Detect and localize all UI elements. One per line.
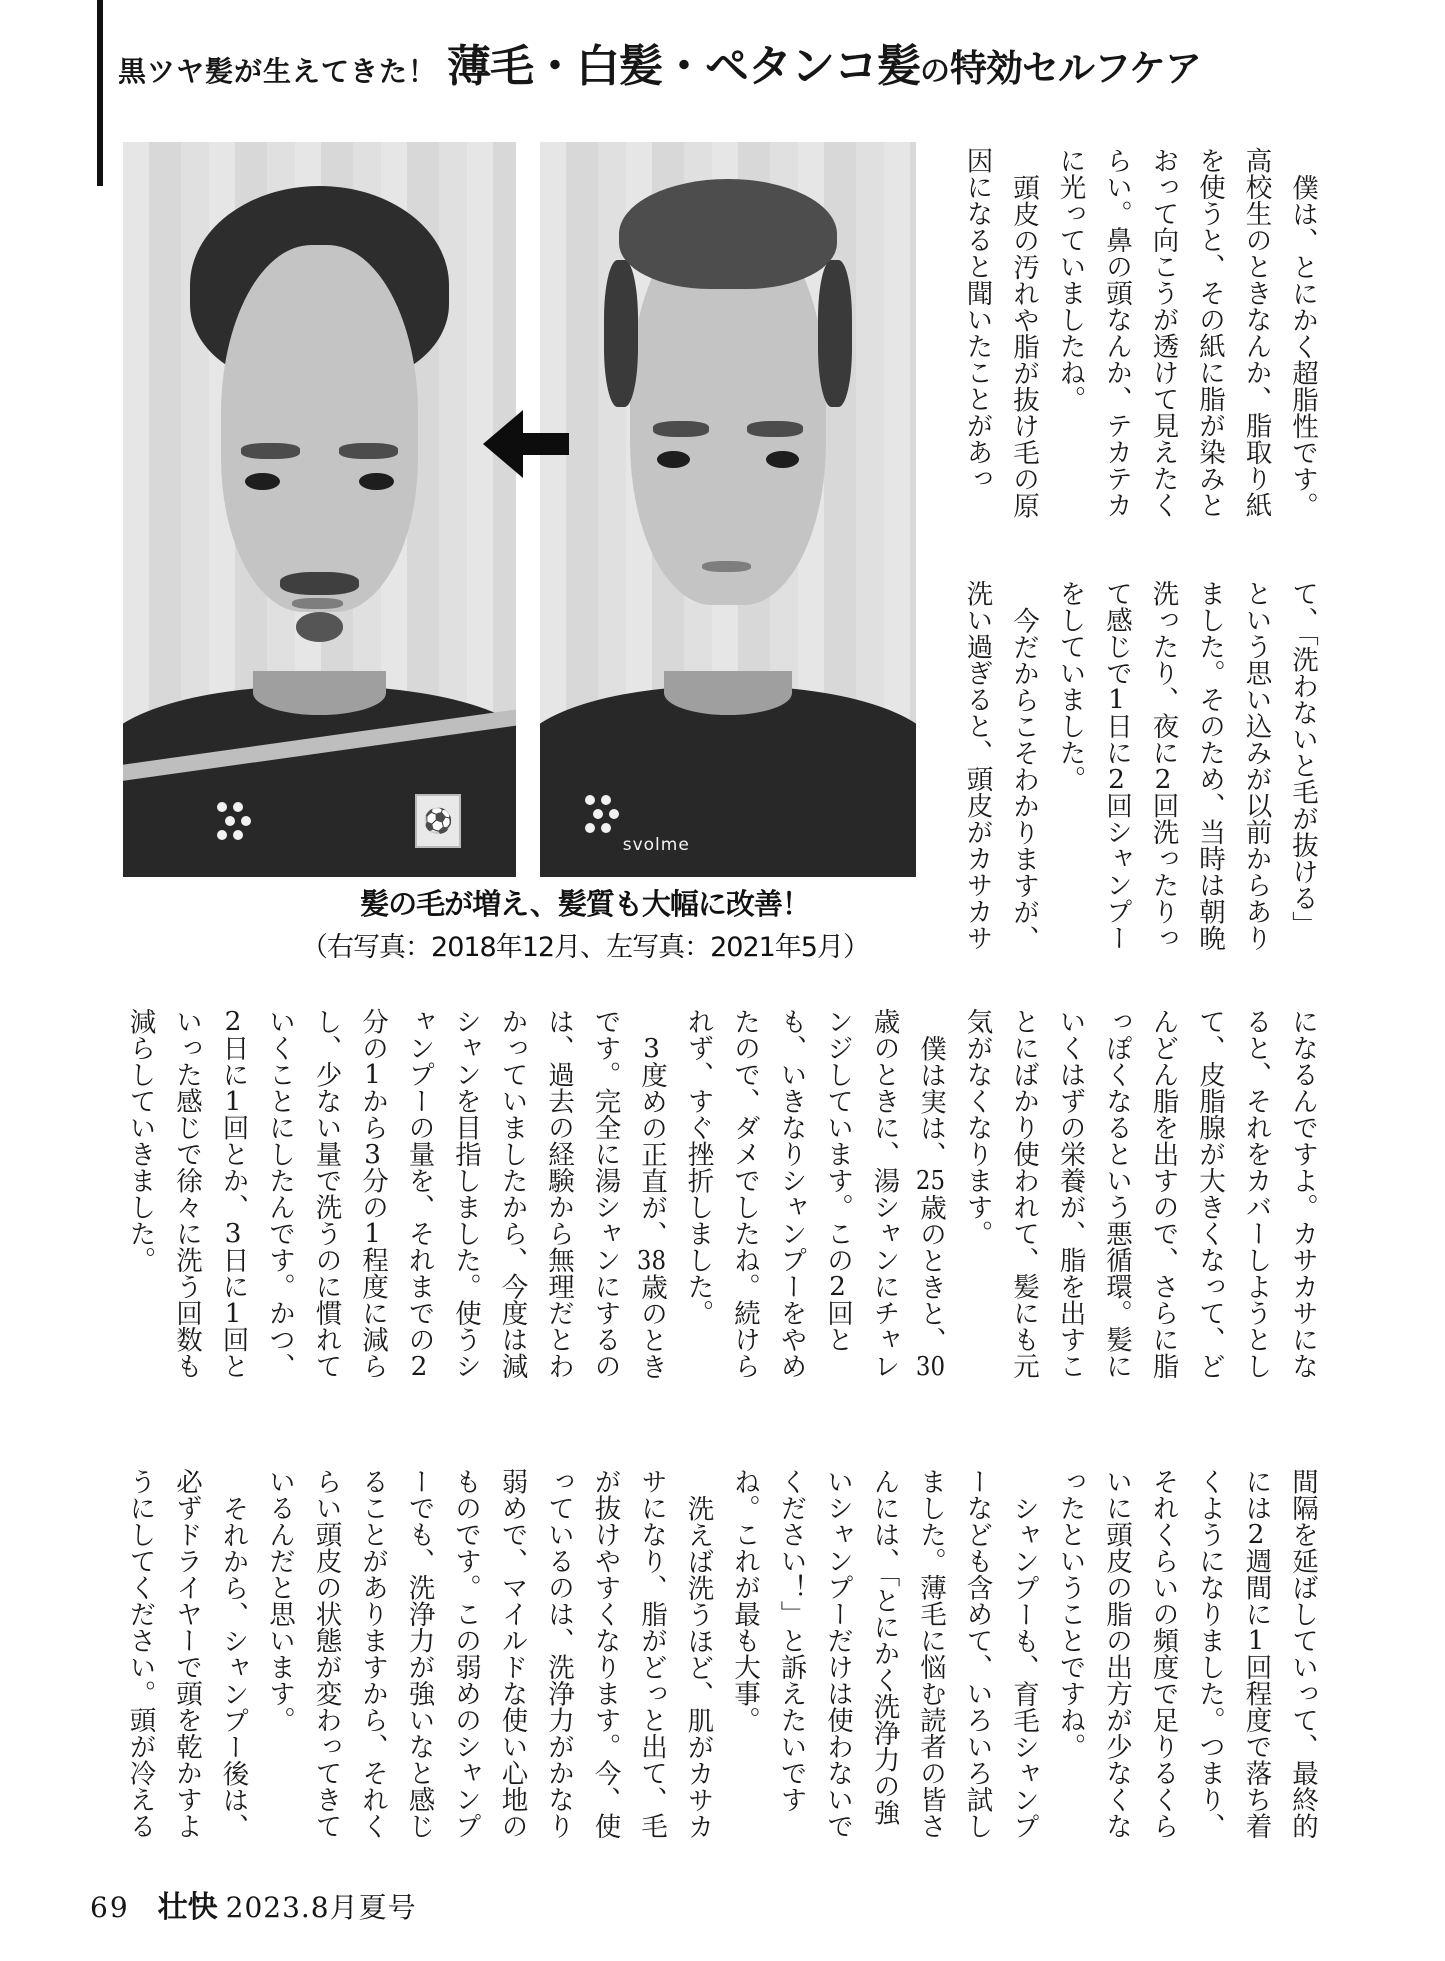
section-header	[118, 30, 1201, 92]
article-paragraph: 頭皮の汚れや脂が抜け毛の原因になると聞いたことがあっ	[961, 147, 1039, 518]
article-paragraph: 僕は実は、25歳のときと、30歳のときに、湯シャンにチャレンジしています。この2回とも、いきなりシャンプーをやめたので、ダメでしたね。続けられず、すぐ挫折しました。	[682, 1008, 946, 1379]
article-dan-3	[116, 1008, 1325, 1380]
tcy-number: 3	[364, 1140, 381, 1167]
page-footer	[90, 1882, 417, 1926]
shirt-collar	[664, 671, 792, 715]
tcy-number: 2	[224, 1008, 242, 1035]
tcy-number: 2	[1247, 1521, 1265, 1548]
eyebrow-shape	[241, 443, 300, 458]
article-paragraph: 今だからこそわかりますが、洗い過ぎると、頭皮がカサカサ	[961, 580, 1039, 951]
after-photo	[123, 142, 516, 877]
tcy-number: 1	[1108, 686, 1125, 713]
tcy-number: 2	[410, 1352, 428, 1379]
mouth-shape	[702, 561, 751, 572]
tcy-number: 1	[224, 1087, 242, 1114]
temple-hair-shape	[604, 260, 638, 407]
tcy-number: 30	[915, 1352, 946, 1379]
header-title-no: の	[920, 54, 951, 89]
temple-hair-shape	[818, 260, 852, 407]
mustache-shape	[280, 572, 359, 596]
article-paragraph: 僕は、とにかく超脂性です。高校生のときなんか、脂取り紙を使うと、その紙に脂が染みとおって向こうが透けて見えたくらい。鼻の頭なんか、テカテカに光っていましたね。	[1054, 147, 1318, 518]
chin-beard-shape	[296, 612, 343, 641]
mouth-shape	[292, 598, 343, 609]
caption-line1: 髪の毛が増え、髪質も大幅に改善！	[360, 887, 810, 921]
tcy-number: 38	[636, 1246, 667, 1273]
before-photo	[540, 142, 916, 877]
photo-caption	[140, 882, 1030, 964]
thinning-hair-shape	[619, 179, 837, 289]
header-title-main: 薄毛・白髪・ペタンコ髪	[447, 41, 921, 92]
issue-label: 2023.8月夏号	[225, 1891, 417, 1924]
left-arrow-icon	[483, 410, 569, 478]
article-paragraph: て、「洗わないと毛が抜ける」という思い込みが以前からありました。そのため、当時は朝晩洗ったり、夜に2回洗ったりって感じで1日に2回シャンプーをしていました。	[1054, 580, 1318, 951]
eyebrow-shape	[653, 421, 709, 436]
tcy-number: 25	[915, 1167, 946, 1194]
tcy-number: 1	[364, 1220, 381, 1247]
tcy-number: 2	[1154, 765, 1172, 792]
tcy-number: 1	[364, 1061, 381, 1088]
article-paragraph: シャンプーも、育毛シャンプーなども含めて、いろいろ試しました。薄毛に悩む読者の皆さんには、「とにかく洗浄力の強いシャンプーだけは使わないでください！」と訴えたいですね。これが最も大事。	[729, 1468, 1039, 1839]
tcy-number: 3	[224, 1220, 242, 1247]
tcy-number: 3	[643, 1034, 660, 1061]
article-dan-4	[116, 1468, 1325, 1840]
svolme-logo-text: svolme	[622, 834, 690, 855]
page-edge-rule	[97, 0, 103, 186]
article-paragraph: それから、シャンプー後は、必ずドライヤーで頭を乾かすようにしてください。頭が冷える	[124, 1468, 249, 1839]
soccer-ball-emblem: ⚽	[415, 794, 461, 848]
article-dan-2	[953, 580, 1325, 952]
caption-line2: （右写真：2018年12月、左写真：2021年5月）	[301, 932, 869, 963]
tcy-number: 2	[1108, 765, 1125, 792]
tcy-number: 2	[829, 1273, 846, 1300]
article-paragraph: 間隔を延ばしていって、最終的には2週間に1回程度で落ち着くようになりました。つまり、それくらいの頻度で足りるくらいに頭皮の脂の出方が少なくなったということですね。	[1054, 1468, 1318, 1839]
portrait-face	[221, 245, 418, 613]
article-paragraph: 3度めの正直が、38歳のときです。完全に湯シャンにするのは、過去の経験から無理だとわかっていましたから、今度は減シャンを目指しました。使うシャンプーの量を、それまでの2分の1から3分の1程度に減らし、少ない量で洗うのに慣れていくことにしたんです。かつ、2日に1回とか、3日に1回といった感じで徐々に洗う回数も減らしていきました。	[124, 1008, 667, 1379]
article-paragraph: になるんですよ。カサカサになると、それをカバーしようとして、皮脂腺が大きくなって、どんどん脂を出すので、さらに脂っぽくなるという悪循環。髪にいくはずの栄養が、脂を出すことにばかり使われて、髪にも元気がなくなります。	[961, 1008, 1318, 1379]
eyebrow-shape	[747, 421, 803, 436]
svolme-logo-dots	[585, 823, 595, 833]
article-paragraph: 洗えば洗うほど、肌がカサカサになり、脂がどっと出て、毛が抜けやすくなります。今、使っているのは、洗浄力がかなり弱めで、マイルドな使い心地のものです。この弱めのシャンプーでも、洗浄力が強いなと感じることがありますから、それくらい頭皮の状態が変わってきているんだと思います。	[264, 1468, 714, 1839]
magazine-title: 壮快	[157, 1890, 218, 1925]
arrow-head	[483, 410, 523, 478]
arrow-bar	[521, 433, 569, 455]
header-lead: 黒ツヤ髪が生えてきた！	[118, 55, 438, 88]
header-title-sub: 特効セルフケア	[950, 47, 1201, 90]
page-number: 69	[90, 1891, 130, 1924]
article-dan-1	[953, 147, 1325, 519]
tcy-number: 1	[1247, 1627, 1265, 1654]
eyebrow-shape	[339, 443, 398, 458]
tcy-number: 1	[224, 1299, 242, 1326]
